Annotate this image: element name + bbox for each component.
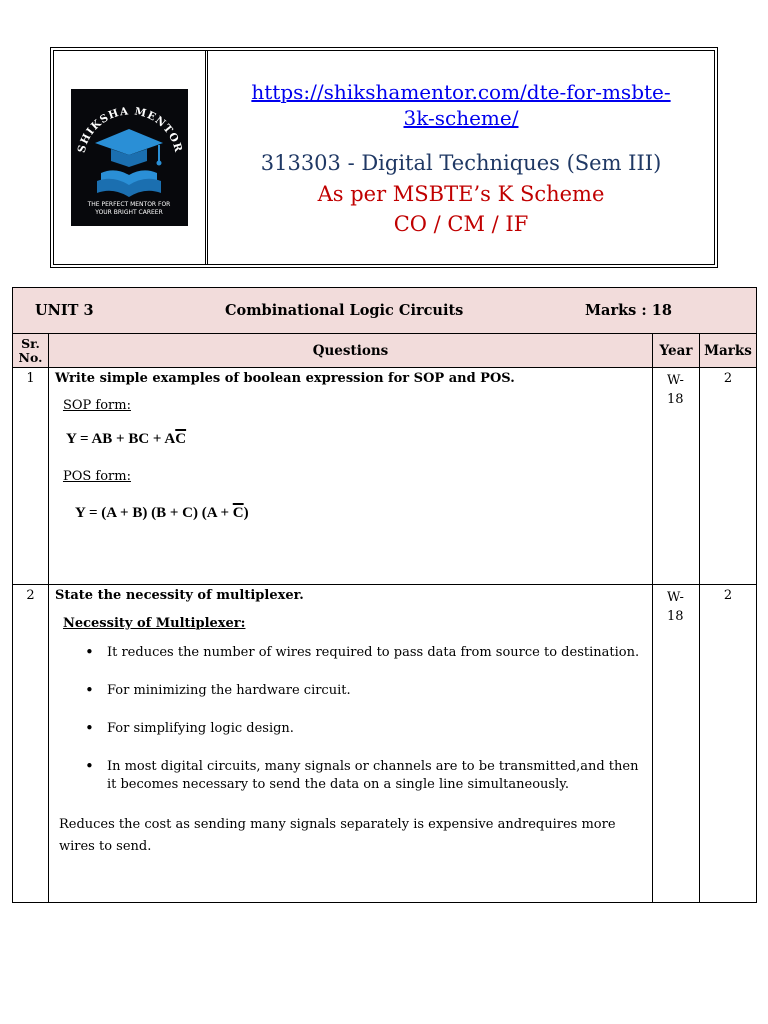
logo-tagline-1: THE PERFECT MENTOR FOR: [87, 201, 171, 208]
pos-expr-prefix: Y = (A + B) (B + C) (A +: [74, 505, 233, 521]
unit-number: UNIT 3: [35, 302, 94, 319]
col-header-year: Year: [653, 334, 700, 368]
row-sr: 1: [13, 368, 49, 585]
row-marks: 2: [700, 368, 757, 585]
row-question-cell: [48, 585, 652, 903]
shiksha-mentor-logo: [71, 89, 188, 226]
col-header-marks: Marks: [700, 334, 757, 368]
closing-text: Reduces the cost as sending many signals separately is expensive andrequires more wires to send.: [58, 817, 616, 854]
unit-title: Combinational Logic Circuits: [225, 302, 464, 319]
logo-tagline-2: YOUR BRIGHT CAREER: [95, 209, 163, 216]
col-header-questions: Questions: [48, 334, 652, 368]
row-year: W-18: [653, 368, 700, 585]
necessity-subheading: Necessity of Multiplexer:: [62, 616, 246, 631]
header-box: [50, 47, 718, 268]
table-row: [13, 368, 757, 585]
row-question-cell: [48, 368, 652, 585]
course-title: 313303 - Digital Techniques (Sem III): [260, 151, 662, 175]
course-info: [208, 51, 714, 264]
list-item: • It reduces the number of wires required to pass data from source to destination.: [83, 644, 646, 662]
pos-label: POS form:: [62, 469, 131, 484]
website-link[interactable]: https://shikshamentor.com/dte-for-msbte-3k-scheme/: [251, 80, 671, 130]
question-text: Write simple examples of boolean expression for SOP and POS.: [54, 371, 515, 386]
pos-expr-complement: $\overline{C}$: [232, 505, 244, 521]
question-text: State the necessity of multiplexer.: [54, 588, 304, 603]
col-header-sr: Sr. No.: [13, 334, 49, 368]
row-sr: 2: [13, 585, 49, 903]
logo-brand-text: SHIKSHA MENTOR: [75, 105, 185, 155]
scheme-label: As per MSBTE’s K Scheme: [317, 182, 605, 206]
graduation-cap-icon: [71, 89, 188, 226]
unit-marks: Marks : 18: [585, 302, 672, 319]
table-row: [13, 585, 757, 903]
pos-expr-suffix: ): [243, 505, 249, 521]
questions-table: [12, 287, 757, 903]
row-marks: 2: [700, 585, 757, 903]
sop-label: SOP form:: [62, 398, 131, 413]
sop-expr-prefix: Y = AB + BC + A: [65, 431, 176, 447]
sop-expression: [63, 431, 646, 448]
list-item: • In most digital circuits, many signals or channels are to be transmitted,and then it becomes necessary to send the data on a single line simultaneously.: [83, 758, 646, 794]
unit-row: [13, 288, 757, 334]
sop-expr-complement: $\overline{C}$: [175, 431, 187, 447]
table-header-row: [13, 334, 757, 368]
logo-cell: [54, 51, 208, 264]
necessity-list: [83, 644, 646, 794]
row-year: W-18: [653, 585, 700, 903]
list-item: • For simplifying logic design.: [83, 720, 646, 738]
branches-label: CO / CM / IF: [393, 212, 529, 236]
pos-expression: [63, 505, 646, 522]
list-item: • For minimizing the hardware circuit.: [83, 682, 646, 700]
